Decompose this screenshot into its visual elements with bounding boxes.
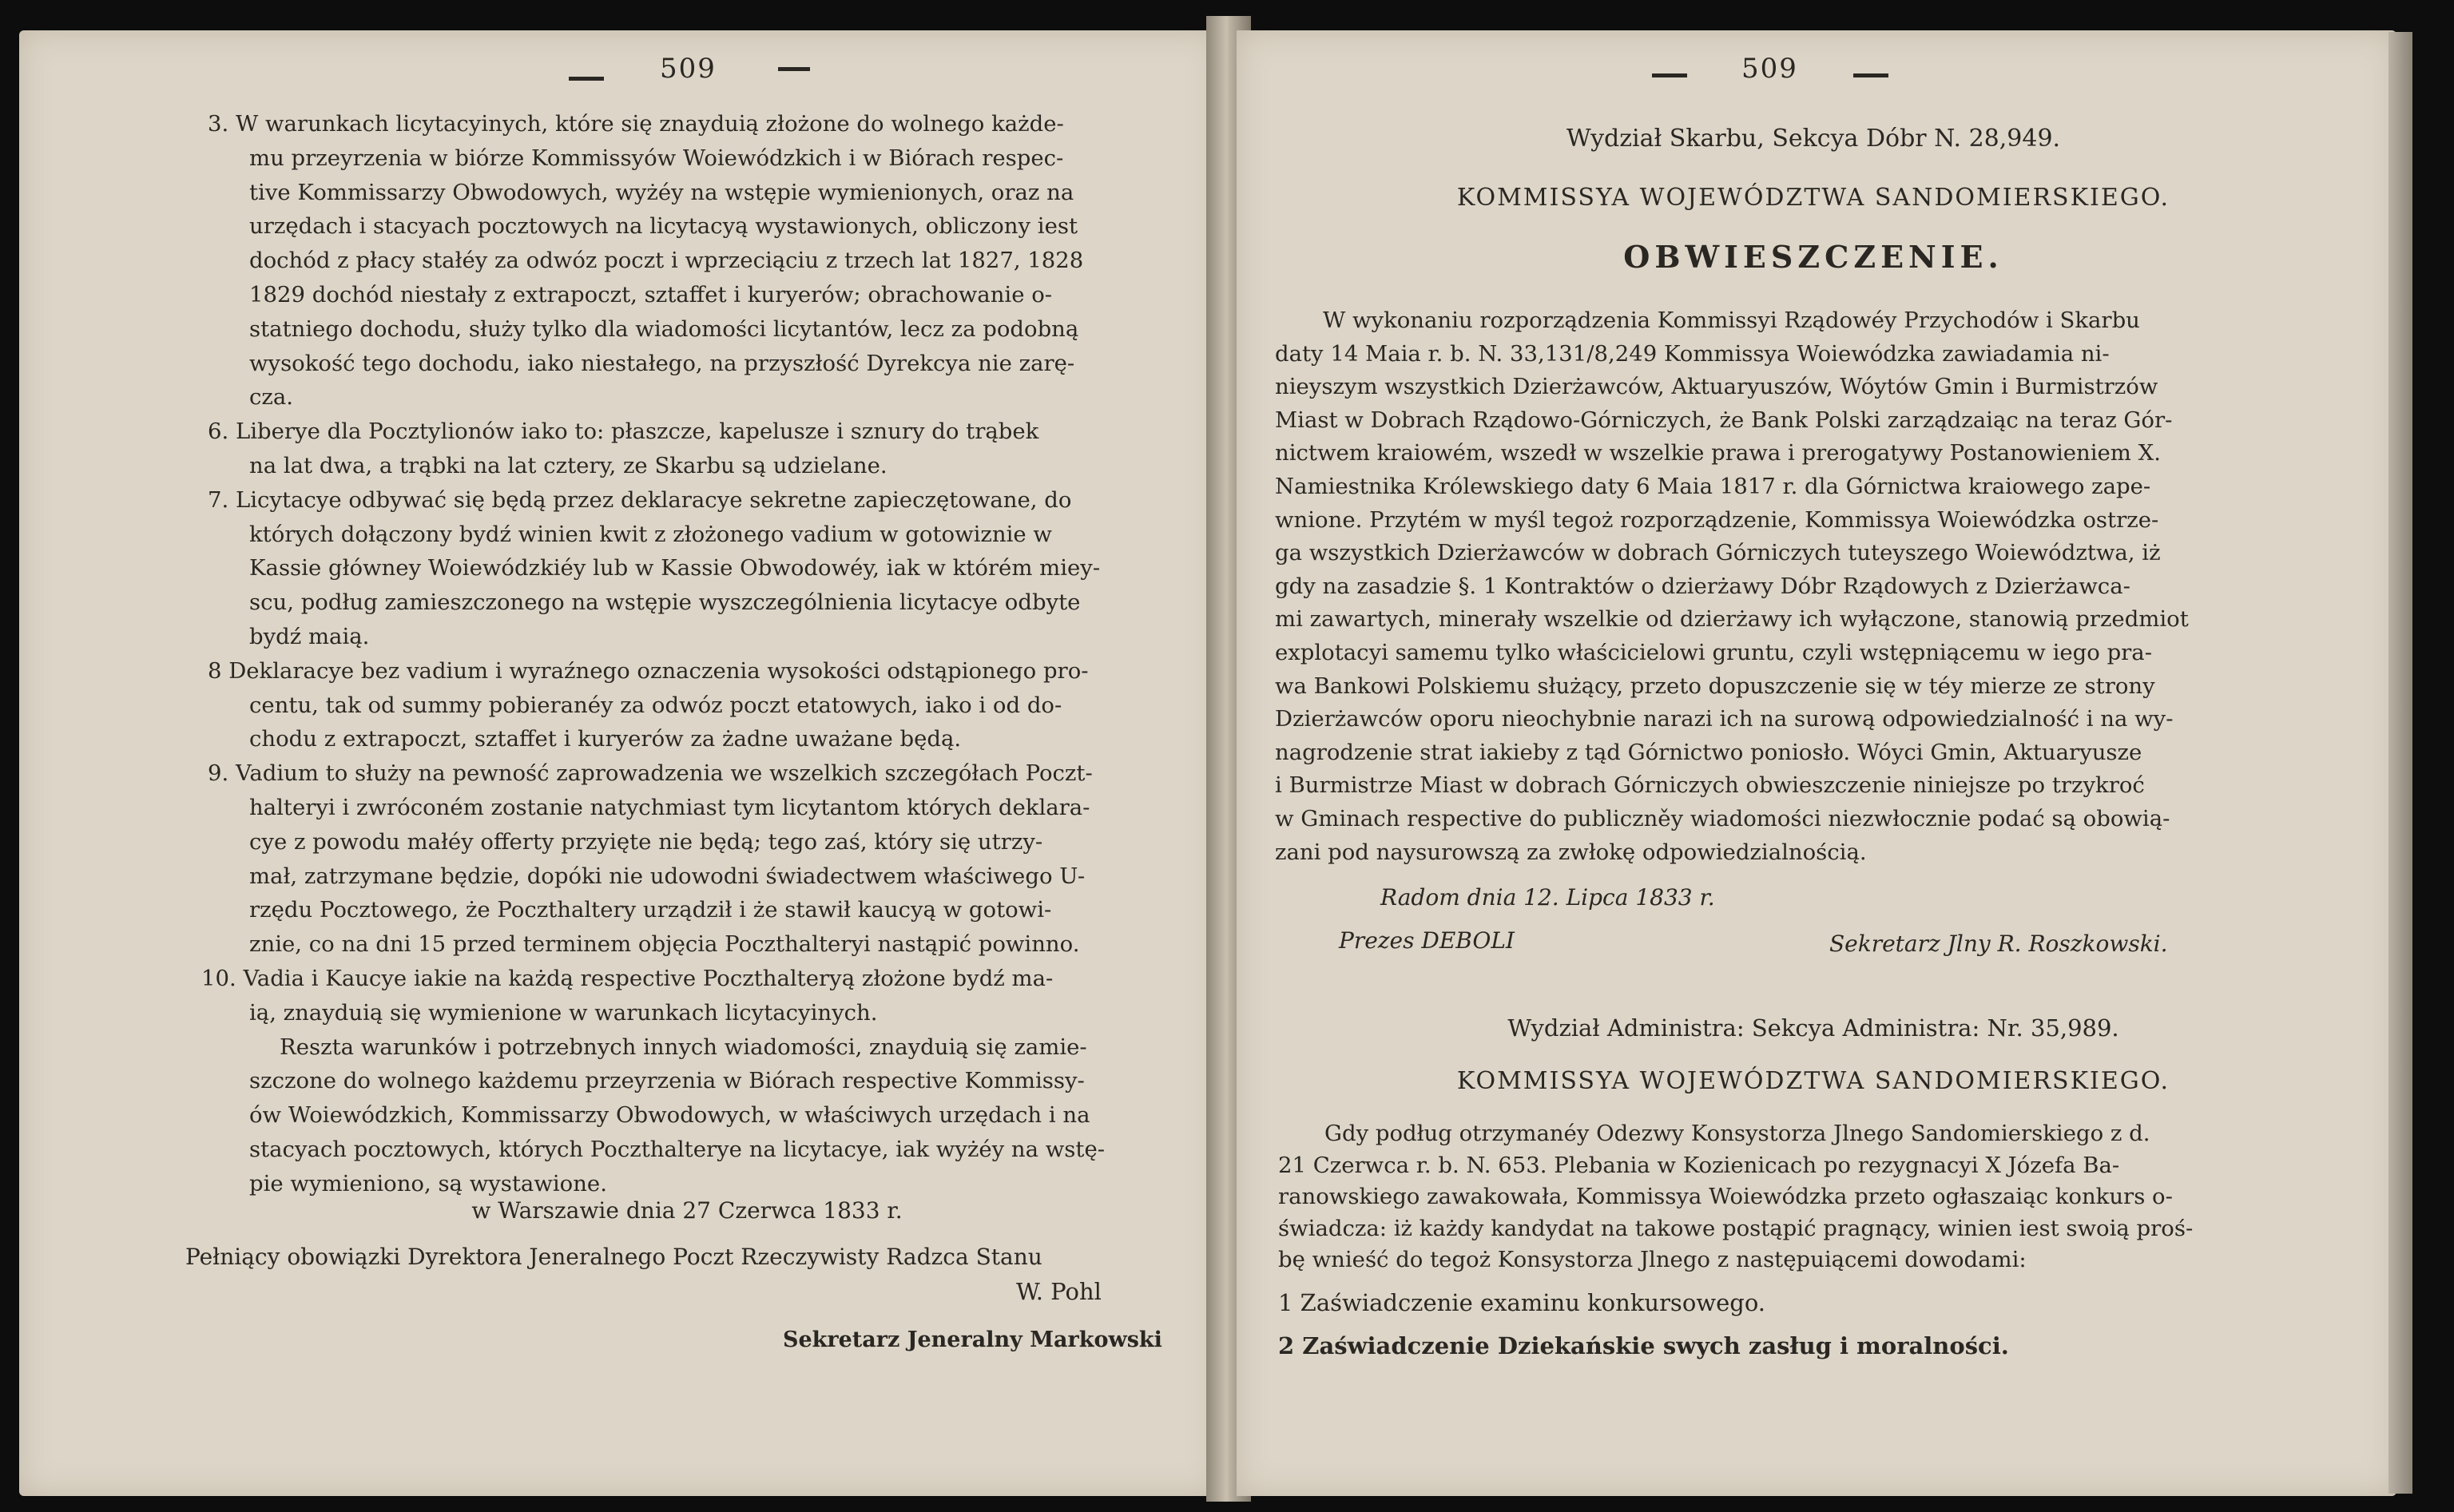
text-line: Gdy podług otrzymanéy Odezwy Konsystorza Jlnego Sandomierskiego z d.	[1324, 1121, 2150, 1146]
notice1-date-line: Radom dnia 12. Lipca 1833 r.	[1380, 884, 1715, 911]
notice1-division: Wydział Skarbu, Sekcya Dóbr N. 28,949.	[1566, 125, 2061, 153]
text-line: których dołączony bydź winien kwit z złożonego vadium w gotowiznie w	[249, 521, 1052, 547]
notice2-commission: KOMMISSYA WOJEWÓDZTWA SANDOMIERSKIEGO.	[1456, 1067, 2170, 1095]
text-line: znie, co na dni 15 przed terminem objęcia Poczthalteryi nastąpić powinno.	[249, 931, 1080, 958]
text-line: wnione. Przytém w myśl tegoż rozporządzenie, Kommissya Woiewódzka ostrze-	[1275, 506, 2159, 533]
text-line: scu, podług zamieszczonego na wstępie wyszczególnienia licytacye odbyte	[249, 589, 1081, 616]
text-line: 1 Zaświadczenie examinu konkursowego.	[1278, 1289, 1765, 1316]
left-secretary-line: Sekretarz Jeneralny Markowski	[783, 1327, 1162, 1352]
notice1-heading: OBWIESZCZENIE.	[1623, 239, 2003, 275]
text-line: i Burmistrze Miast w dobrach Górniczych obwieszczenie niniejsze po trzykroć	[1275, 772, 2145, 799]
text-line: dochód z płacy stałéy za odwóz poczt i wprzeciąciu z trzech lat 1827, 1828	[249, 248, 1084, 274]
text-line: 21 Czerwca r. b. N. 653. Plebania w Kozienicach po rezygnacyi X Józefa Ba-	[1278, 1152, 2120, 1178]
text-line: 2 Zaświadczenie Dziekańskie swych zasług i moralności.	[1278, 1332, 2009, 1359]
text-line: 6. Liberye dla Pocztylionów iako to: płaszcze, kapelusze i sznury do trąbek	[208, 419, 1039, 445]
text-line: 10. Vadia i Kaucye iakie na każdą respective Poczthalteryą złożone bydź ma-	[201, 966, 1054, 991]
notice1-commission: KOMMISSYA WOJEWÓDZTWA SANDOMIERSKIEGO.	[1456, 184, 2170, 212]
text-line: 7. Licytacye odbywać się będą przez deklaracye sekretne zapieczętowane, do	[208, 486, 1072, 513]
text-line: wysokość tego dochodu, iako niestałego, na przyszłość Dyrekcya nie zarę-	[249, 350, 1075, 376]
text-line: Miast w Dobrach Rządowo-Górniczych, że Bank Polski zarządzaiąc na teraz Gór-	[1275, 407, 2173, 433]
text-line: tive Kommissarzy Obwodowych, wyżéy na wstępie wymienionych, oraz na	[249, 179, 1074, 205]
header-dash-right	[778, 67, 810, 71]
text-line: urzędach i stacyach pocztowych na licytacyą wystawionych, obliczony iest	[249, 213, 1078, 240]
text-line: cye z powodu małéy offerty przyięte nie będą; tego zaś, który się utrzy-	[249, 828, 1043, 855]
notice1-secretary: Sekretarz Jlny R. Roszkowski.	[1829, 931, 2168, 957]
text-line: cza.	[249, 384, 294, 411]
text-line: gdy na zasadzie §. 1 Kontraktów o dzierżawy Dóbr Rządowych z Dzierżawca-	[1275, 573, 2130, 599]
text-line: szczone do wolnego każdemu przeyrzenia w Biórach respective Kommissy-	[249, 1068, 1085, 1094]
text-line: nieyszym wszystkich Dzierżawców, Aktuaryuszów, Wóytów Gmin i Burmistrzów	[1275, 374, 2158, 400]
text-line: 3. W warunkach licytacyinych, które się znayduią złożone do wolnego każde-	[208, 111, 1064, 137]
text-line: nagrodzenie strat iakieby z tąd Górnictwo poniosło. Wóyci Gmin, Aktuaryusze	[1275, 739, 2142, 765]
text-line: ga wszystkich Dzierżawców w dobrach Górniczych tuteyszego Woiewództwa, iż	[1275, 540, 2161, 566]
text-line: explotacyi samemu tylko właścicielowi gruntu, czyli wstępniącemu w iego pra-	[1275, 640, 2152, 665]
text-line: na lat dwa, a trąbki na lat cztery, ze Skarbu są udzielane.	[249, 453, 887, 478]
text-line: ów Woiewódzkich, Kommissarzy Obwodowych, w właściwych urzędach i na	[249, 1102, 1090, 1129]
text-line: świadcza: iż każdy kandydat na takowe postąpić pragnący, winien iest swoią proś-	[1278, 1215, 2194, 1241]
header-dash-left	[569, 77, 604, 81]
text-line: mał, zatrzymane będzie, dopóki nie udowodni świadectwem właściwego U-	[249, 863, 1086, 889]
notice1-president: Prezes DEBOLI	[1339, 927, 1515, 954]
header-dash-left-right-page	[1652, 73, 1687, 77]
text-line: zani pod naysurowszą za zwłokę odpowiedzialnością.	[1275, 839, 1867, 865]
text-line: wa Bankowi Polskiemu służący, przeto dopuszczenie się w téy mierze ze strony	[1275, 673, 2155, 699]
text-line: Namiestnika Królewskiego daty 6 Maia 1817 r. dla Górnictwa kraiowego zape-	[1275, 474, 2151, 499]
text-line: 8 Deklaracye bez vadium i wyraźnego oznaczenia wysokości odstąpionego pro-	[208, 657, 1089, 684]
left-page-number: 509	[660, 53, 717, 85]
text-line: pie wymieniono, są wystawione.	[249, 1170, 607, 1197]
text-line: daty 14 Maia r. b. N. 33,131/8,249 Kommissya Woiewódzka zawiadamia ni-	[1275, 340, 2110, 367]
text-line: W wykonaniu rozporządzenia Kommissyi Rządowéy Przychodów i Skarbu	[1323, 308, 2140, 333]
text-line: Kassie główney Woiewódzkiéy lub w Kassie Obwodowéy, iak w którém miey-	[249, 555, 1101, 581]
header-dash-right-right-page	[1853, 73, 1888, 77]
left-signature-line: Pełniący obowiązki Dyrektora Jeneralnego Poczt Rzeczywisty Radzca Stanu	[185, 1244, 1042, 1270]
text-line: statniego dochodu, służy tylko dla wiadomości licytantów, lecz za podobną	[249, 315, 1079, 342]
right-page-number: 509	[1741, 53, 1798, 85]
text-line: bydź maią.	[249, 624, 370, 649]
text-line: mu przeyrzenia w biórze Kommissyów Woiewódzkich i w Biórach respec-	[249, 145, 1064, 171]
page-edge	[2388, 32, 2412, 1494]
text-line: centu, tak od summy pobieranéy za odwóz poczt etatowych, iako i od do-	[249, 692, 1062, 718]
text-line: 1829 dochód niestały z extrapoczt, sztaffet i kuryerów; obrachowanie o-	[249, 282, 1053, 308]
notice2-division: Wydział Administra: Sekcya Administra: Nr. 35,989.	[1507, 1014, 2119, 1042]
text-line: Reszta warunków i potrzebnych innych wiadomości, znayduią się zamie-	[280, 1034, 1087, 1060]
text-line: stacyach pocztowych, których Poczthalterye na licytacye, iak wyżéy na wstę-	[249, 1137, 1106, 1162]
left-signature-name: W. Pohl	[1016, 1278, 1102, 1305]
left-date-line: w Warszawie dnia 27 Czerwca 1833 r.	[471, 1197, 903, 1224]
text-line: Dzierżawców oporu nieochybnie narazi ich na surową odpowiedzialność i na wy-	[1275, 706, 2174, 732]
text-line: bę wnieść do tegoż Konsystorza Jlnego z następuiącemi dowodami:	[1278, 1247, 2027, 1272]
text-line: ranowskiego zawakowała, Kommissya Woiewódzka przeto ogłaszaiąc konkurs o-	[1278, 1184, 2173, 1209]
text-line: w Gminach respective do publiczněy wiadomości niezwłocznie podać są obowią-	[1275, 806, 2170, 831]
text-line: chodu z extrapoczt, sztaffet i kuryerów za żadne uważane będą.	[249, 726, 962, 752]
text-line: 9. Vadium to służy na pewność zaprowadzenia we wszelkich szczegółach Poczt-	[208, 760, 1093, 787]
text-line: ią, znayduią się wymienione w warunkach licytacyinych.	[249, 999, 878, 1026]
text-line: mi zawartych, minerały wszelkie od dzierżawy ich wyłączone, stanowią przedmiot	[1275, 606, 2189, 633]
text-line: nictwem kraiowém, wszedł w wszelkie prawa i prerogatywy Postanowieniem X.	[1275, 440, 2161, 466]
text-line: rzędu Pocztowego, że Poczthaltery urządził i że stawił kaucyą w gotowi-	[249, 897, 1052, 923]
text-line: halteryi i zwróconém zostanie natychmiast tym licytantom których deklara-	[249, 795, 1090, 820]
